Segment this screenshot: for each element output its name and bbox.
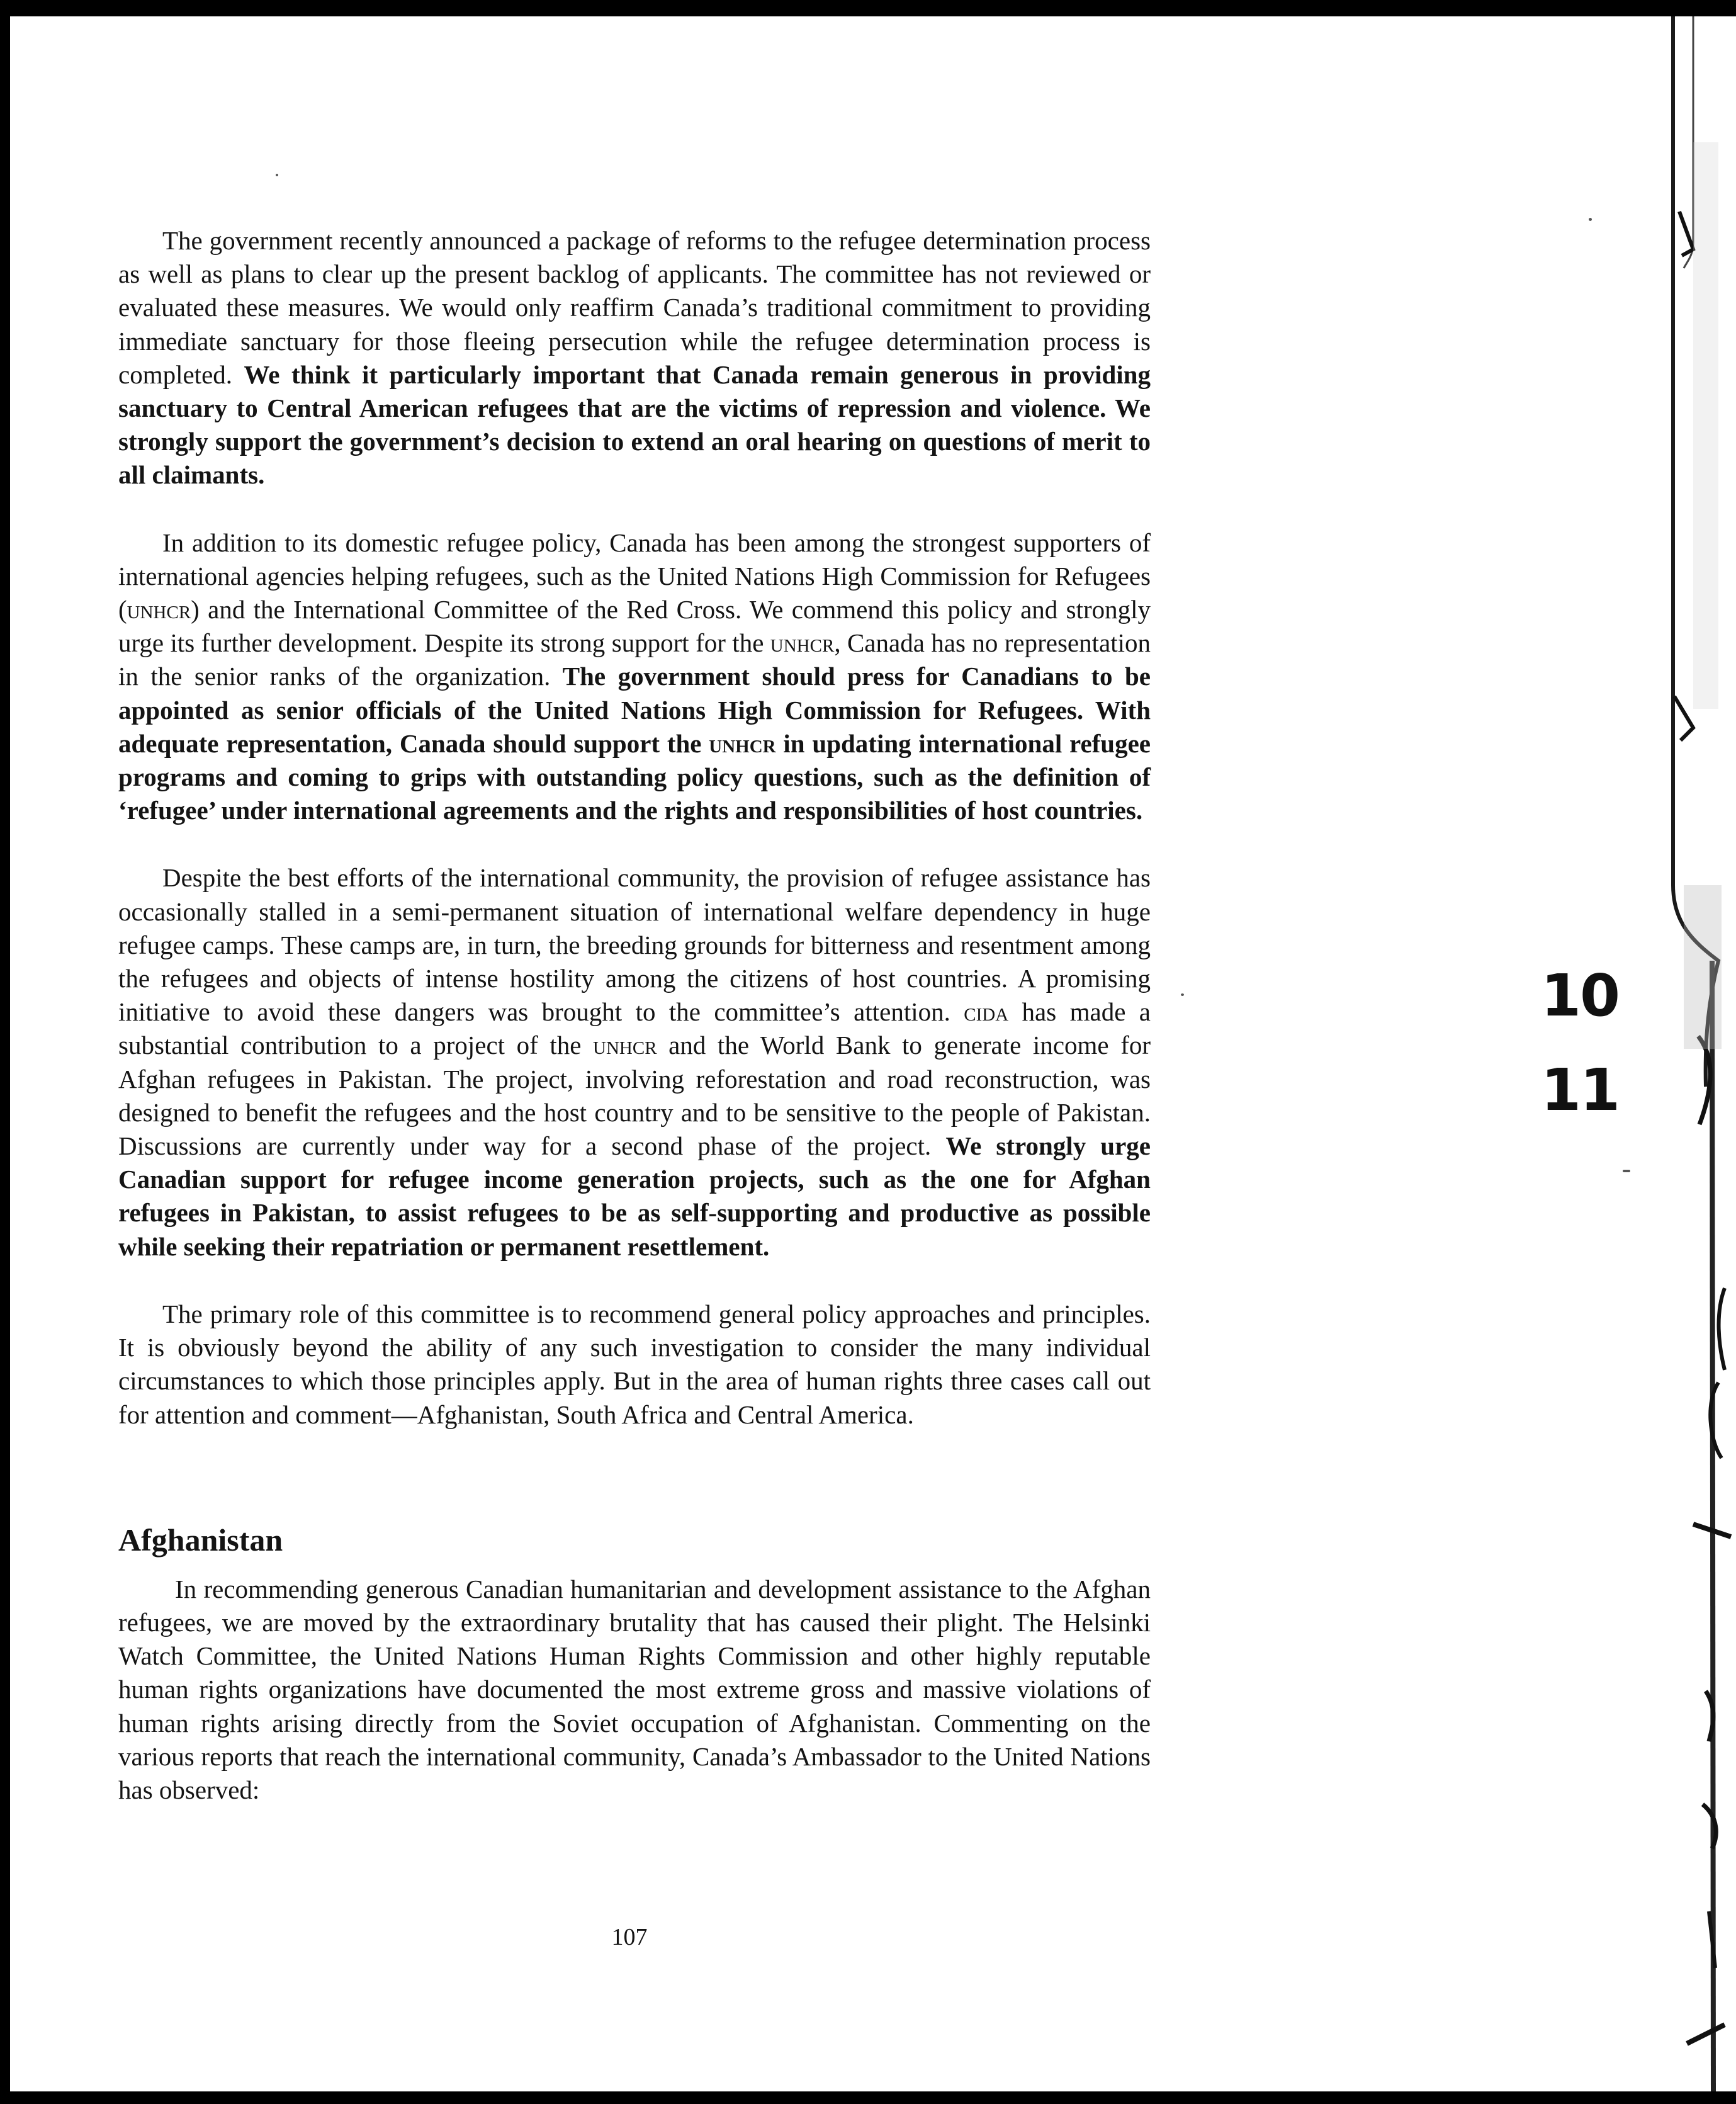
paragraph-text: and the World Bank to generate income for Afghan refugees in Pakistan. The project, involving reforestation and road reconstruction, was designed to benefit the refugees and the host country and to be sensitive to the people of Pakistan. Discussions are currently under way for a second phase of the project. bbox=[118, 1031, 1151, 1161]
paragraph-international-agencies bbox=[118, 526, 1151, 828]
recommendation-text: in updating international refugee programs and coming to grips with outstanding policy questions, such as the definition of ‘refugee’ under international agreements and the rights and responsibilities of host countries. bbox=[118, 728, 1151, 825]
paragraph-refugee-reforms bbox=[118, 224, 1151, 492]
scan-speck bbox=[1623, 1170, 1630, 1172]
paragraph-text: ) and the International Committee of the Red Cross. We commend this policy and strongly urge its further development. Despite its strong support for the bbox=[118, 595, 1151, 658]
paragraph-text: has made a substantial contribution to a project of the bbox=[118, 997, 1151, 1060]
scan-border-left bbox=[0, 0, 10, 2104]
acronym: unhcr bbox=[709, 728, 776, 758]
scan-speck bbox=[276, 174, 278, 176]
paragraph-text: , Canada has no representation in the senior ranks of the organization. bbox=[118, 628, 1151, 691]
paragraph-text: The primary role of this committee is to recommend general policy approaches and principles. It is obviously beyond the ability of any such investigation to consider the many individual circumstances to which those principles apply. But in the area of human rights three cases call out for attention and comment—Afghanistan, South Africa and Central America. bbox=[118, 1299, 1151, 1429]
acronym: unhcr bbox=[770, 628, 835, 658]
acronym: unhcr bbox=[593, 1031, 657, 1060]
recommendation-text: We think it particularly important that Canada remain generous in providing sanctuary to Central American refugees that are the victims of repression and violence. We strongly support the government’s decision to extend an oral hearing on questions of merit to all claimants. bbox=[118, 359, 1151, 490]
scan-border-bottom bbox=[0, 2091, 1736, 2104]
paragraph-text: Despite the best efforts of the international community, the provision of refugee assistance has occasionally stalled in a semi-permanent situation of international welfare dependency in huge refugee camps. These camps are, in turn, the breeding grounds for bitterness and resentment among the refugees and objects of intense hostility among the citizens of host countries. A promising initiative to avoid these dangers was brought to the committee’s attention. bbox=[118, 863, 1151, 1027]
acronym: unhcr bbox=[127, 595, 191, 625]
paragraph-afghanistan bbox=[118, 1573, 1151, 1807]
recommendation-marker: 10 bbox=[1541, 962, 1620, 1029]
recommendation-marker: 11 bbox=[1541, 1056, 1620, 1124]
paragraph-text: In recommending generous Canadian humanitarian and development assistance to the Afghan refugees, we are moved by the extraordinary brutality that has caused their plight. The Helsinki Watch Committee, the United Nations Human Rights Commission and other highly reputable human rights organizations have documented the most extreme gross and massive violations of human rights arising directly from the Soviet occupation of Afghanistan. Commenting on the various reports that reach the international community, Canada’s Ambassador to the United Nations has observed: bbox=[118, 1574, 1151, 1804]
paragraph-text: The government recently announced a package of reforms to the refugee determination process as well as plans to clear up the present backlog of applicants. The committee has not reviewed or evaluated these measures. We would only reaffirm Canada’s traditional commitment to providing immediate sanctuary for those fleeing persecution while the refugee determination process is completed. bbox=[118, 226, 1151, 389]
scan-speck bbox=[1181, 993, 1184, 996]
paragraph-committee-role bbox=[118, 1298, 1151, 1432]
binding-edge bbox=[1599, 16, 1736, 2091]
section-heading: Afghanistan bbox=[118, 1522, 283, 1558]
scan-border-top bbox=[0, 0, 1736, 16]
paragraph-refugee-camps bbox=[118, 861, 1151, 1263]
paragraph-text: In addition to its domestic refugee policy, Canada has been among the strongest supporters of international agencies helping refugees, such as the United Nations High Commission for Refugees ( bbox=[118, 528, 1151, 625]
recommendation-text: We strongly urge Canadian support for refugee income generation projects, such as the one for Afghan refugees in Pakistan, to assist refugees to be as self-supporting and productive as possible while seeking their repatriation or permanent resettlement. bbox=[118, 1131, 1151, 1261]
acronym: cida bbox=[964, 997, 1009, 1027]
page-number: 107 bbox=[611, 1924, 648, 1950]
body-text bbox=[118, 224, 1151, 1807]
recommendation-text: The government should press for Canadians to be appointed as senior officials of the United Nations High Commission for Refugees. With adequate representation, Canada should support the bbox=[118, 662, 1151, 758]
scan-speck bbox=[1589, 218, 1592, 221]
